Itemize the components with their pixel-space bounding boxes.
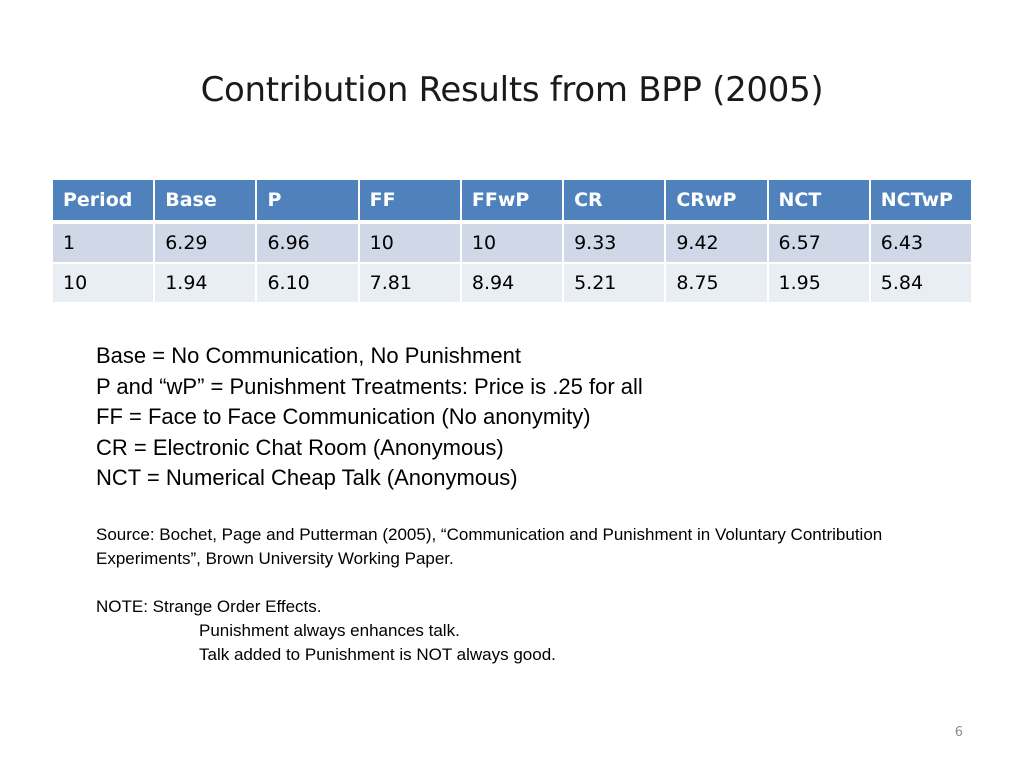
table-row [53, 264, 971, 302]
table-cell: 10 [462, 224, 562, 262]
legend-line-base: Base = No Communication, No Punishment [96, 343, 521, 368]
table-cell: 6.57 [769, 224, 869, 262]
table-cell: 8.75 [666, 264, 766, 302]
table-header-row [53, 180, 971, 222]
table-cell: 7.81 [360, 264, 460, 302]
source-citation: Source: Bochet, Page and Putterman (2005), “Communication and Punishment in Voluntary Contribution Experiments”, Brown University Working Paper. [96, 525, 883, 568]
note-heading: NOTE: Strange Order Effects. [96, 597, 322, 616]
slide-title: Contribution Results from BPP (2005) [200, 70, 824, 110]
abbreviation-legend [96, 341, 643, 494]
legend-line-punishment: P and “wP” = Punishment Treatments: Price is .25 for all [96, 373, 643, 399]
table-cell: 6.43 [871, 224, 971, 262]
page-number: 6 [954, 725, 963, 740]
header-p: P [257, 180, 357, 222]
table-cell: 6.10 [257, 264, 357, 302]
results-table [51, 178, 973, 304]
table-cell: 6.96 [257, 224, 357, 262]
legend-line-cr: CR = Electronic Chat Room (Anonymous) [96, 434, 504, 460]
legend-line-ff: FF = Face to Face Communication (No anonymity) [96, 404, 591, 429]
table-cell: 5.84 [871, 264, 971, 302]
note-line: Punishment always enhances talk. [199, 621, 460, 640]
table-cell: 10 [53, 264, 153, 302]
note-line: Talk added to Punishment is NOT always good. [199, 645, 556, 664]
header-nct: NCT [769, 180, 869, 222]
table-cell: 8.94 [462, 264, 562, 302]
header-cr: CR [564, 180, 664, 222]
table-cell: 6.29 [155, 224, 255, 262]
table-cell: 9.42 [666, 224, 766, 262]
table-cell: 9.33 [564, 224, 664, 262]
table-cell: 10 [360, 224, 460, 262]
table-row [53, 224, 971, 262]
header-base: Base [155, 180, 255, 222]
header-period: Period [53, 180, 153, 222]
header-ff: FF [360, 180, 460, 222]
table-cell: 5.21 [564, 264, 664, 302]
table-cell: 1.95 [769, 264, 869, 302]
table-cell: 1.94 [155, 264, 255, 302]
legend-line-nct: NCT = Numerical Cheap Talk (Anonymous) [96, 465, 518, 490]
header-ffwp: FFwP [462, 180, 562, 222]
table-cell: 1 [53, 224, 153, 262]
header-nctwp: NCTwP [871, 180, 971, 222]
note-block [96, 595, 556, 667]
header-crwp: CRwP [666, 180, 766, 222]
